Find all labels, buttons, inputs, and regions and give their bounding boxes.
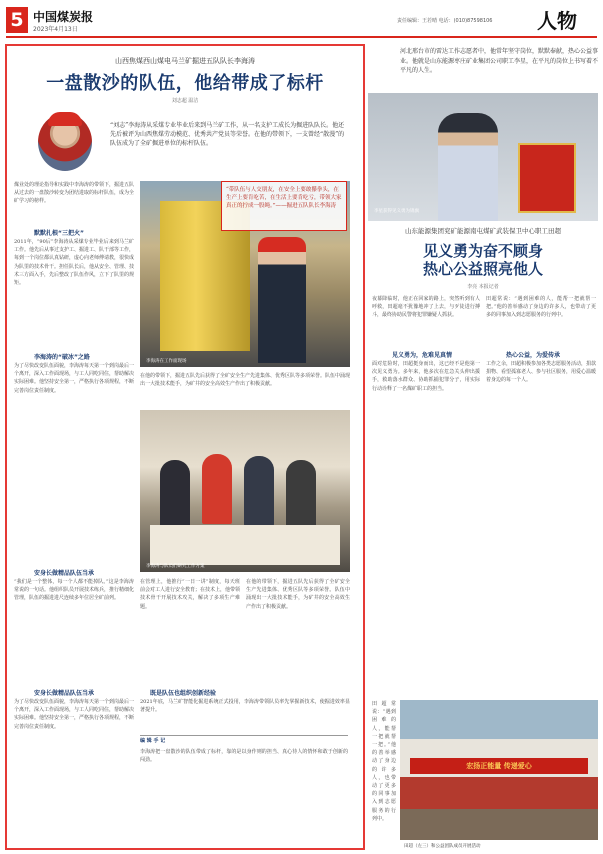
right-article-headline-1[interactable]: 见义勇为奋不顾身	[422, 242, 543, 260]
right-col1-text: 夜幕降临时，他正在回家的路上，突然听到有人呼救，田超毫不犹豫地冲了上去，与歹徒进行搏斗，最终协助民警将犯罪嫌疑人抓获。	[372, 296, 480, 319]
meeting-table	[150, 525, 340, 565]
hero-award-photo	[368, 93, 598, 221]
team-photo-caption: 田超（左三）和公益团队成员开展活动	[404, 844, 481, 849]
right-article-headline-2[interactable]: 热心公益照亮他人	[422, 260, 543, 278]
honor-banner	[518, 143, 576, 213]
award-photo-caption: 李星获得见义勇为锦旗	[374, 209, 419, 214]
right-col1b-text: 面对危险时，田超挺身而出，这已经不是他第一次见义勇为。多年来，他多次在危急关头伸出援手，救助落水群众、协助抓捕犯罪分子，用实际行动诠释了一名煤矿职工的担当。	[372, 361, 480, 392]
left-col3-text: 在管理上，他推行“一日一讲”制度，每天班前会对工人进行安全教育；在技术上，他带领技术骨干开展技术攻关，解决了多项生产难题。	[140, 579, 240, 610]
miner-figure	[258, 237, 306, 363]
team-banner: 宏扬正能量 传递爱心	[410, 758, 588, 774]
team-meeting-photo	[140, 410, 350, 572]
helmet-icon	[48, 112, 82, 126]
left-col2-text: 在他的带领下，掘进五队先后获得了全矿安全生产先进集体、优秀区队等多项荣誉。队伍中涌现出一大批技术能手，为矿井的安全高效生产作出了积极贡献。	[140, 373, 350, 388]
editor-info: 责任编辑：王若晴 电话：(010)87598106	[397, 18, 493, 24]
right-col1c-text: 田超常说：“遇到困难的人，能帮一把就帮一把。”他的善举感动了身边的许多人，也带动了更多的同事加入到志愿服务的行列中。	[372, 701, 396, 822]
officer-figure	[438, 113, 498, 221]
page-number: 5	[6, 7, 28, 33]
editor-note-text: 李海涛把一盘散沙的队伍带成了标杆，靠的是以身作则的担当、真心待人的情怀和敢于创新的闯劲。	[140, 749, 348, 764]
right-col2b-text: 工作之余，田超积极参加各类志愿服务活动，捐款捐物、看望孤寡老人、参与社区服务，用爱心温暖着身边的每一个人。	[486, 361, 596, 384]
left-article-kicker: 山西焦煤西山煤电马兰矿掘进五队队长李海涛	[115, 57, 255, 65]
right-article-kicker: 山东能源集团兖矿能源南屯煤矿武装保卫中心职工田超	[405, 227, 561, 235]
left-subhead-3-repeat: 安身长做精品队伍当承	[34, 690, 95, 697]
volunteer-team-photo	[400, 700, 598, 840]
left-col1d-text: “我们是一个整体，每一个人都不能掉队。”这是李海涛常说的一句话。他组织队员开展技术练兵，推行精细化管理，队伍的掘进进尺连续多年位居全矿前列。	[14, 579, 134, 602]
team-member	[286, 460, 316, 530]
left-subhead-3: 安身长做精品队伍当承	[34, 570, 95, 577]
left-article-headline[interactable]: 一盘散沙的队伍，他给带成了标杆	[46, 73, 324, 94]
team-member	[244, 456, 274, 526]
left-subhead-4: 既是队伍也组织创新经验	[150, 690, 217, 697]
mine-photo-caption: 李海涛在工作面现场	[146, 359, 187, 364]
right-article-lead-quote: 河北邢台市的雷达工作志愿者中，他常年坚守岗位，默默奉献，热心公益事业。他就是山东能源枣庄矿业集团公司职工李星，在平凡的岗位上书写着不平凡的人生。	[400, 48, 599, 74]
paper-date: 2023年4月13日	[33, 26, 78, 33]
masthead	[0, 0, 603, 40]
left-col3b-text: 2021年底，马兰矿智能化掘进系统正式投用，李海涛带领队员率先掌握新技术，使掘进效率显著提升。	[140, 699, 350, 714]
paper-name: 中国煤炭报	[33, 10, 94, 24]
left-col1c-text: 为了尽快改变队伍面貌，李海涛每天第一个到岗最后一个离开，深入工作面现场，与工人同吃同住，帮助解决实际困难。他坚持安全第一，严格执行各项规程，不断完善岗位责任制度。	[14, 363, 134, 394]
masthead-rule	[6, 36, 597, 38]
right-col2-text: 田超常说：“遇到困难的人，能帮一把就帮一把。”他的善举感动了身边的许多人，也带动了更多的同事加入到志愿服务的行列中。	[486, 296, 596, 319]
pull-quote: “带队伍与人交朋友，在安全上要敢攥拳头，在生产上要肯吃苦，在生活上要肯吃亏，带领大家真正的拧成一股绳。”——掘进五队队长李海涛	[221, 181, 347, 231]
section-name: 人物	[537, 9, 577, 33]
team-member	[160, 460, 190, 530]
left-subhead-1: 默默扎根“三把火”	[34, 230, 84, 237]
meeting-photo-caption: 李海涛与队员们研究工作方案	[146, 564, 205, 569]
left-article-intro: “刘志”李海涛从采煤专业毕业后来到马兰矿工作，从一名支护工成长为掘进队队长。他还先后被评为山西焦煤劳动模范、优秀共产党员等荣誉。在他的带领下，一支曾经“散漫”的队伍成为了全矿掘进单位的标杆队伍。	[110, 122, 345, 147]
right-subhead-2: 热心公益，为爱传承	[506, 352, 561, 359]
right-subhead-1: 见义勇为，危难见真情	[392, 352, 453, 359]
right-article-byline: 李亮 本报记者	[467, 284, 499, 290]
left-article-byline: 刘志超 温洁	[171, 98, 199, 104]
left-col1e-text: 为了尽快改变队伍面貌，李海涛每天第一个到岗最后一个离开，深入工作面现场，与工人同吃同住，帮助解决实际困难。他坚持安全第一，严格执行各项规程，不断完善岗位责任制度。	[14, 699, 134, 730]
editor-note-label: 编 辑 手 记	[140, 738, 166, 744]
left-col1b-text: 2011年，“90后”李海涛从采煤专业毕业后来到马兰矿工作。他先后从事过支护工、掘进工、队干部等工作，每到一个岗位都认真钻研，虚心向老师傅请教，很快成为队里的技术骨干。担任队长后，他从安全、管理、技术三方面入手，先后整改了队伍作风，立下了队里的规矩。	[14, 239, 134, 287]
team-member	[202, 454, 232, 524]
left-subhead-2: 李海涛的“破冰”之路	[34, 354, 90, 361]
left-col4-text: 在他的带领下，掘进五队先后获得了全矿安全生产先进集体、优秀区队等多项荣誉。队伍中涌现出一大批技术能手，为矿井的安全高效生产作出了积极贡献。	[246, 579, 350, 610]
left-col1-text: 煤业处的理论指导和实践中李海涛的带领下，掘进五队从过去的一盘散沙转变为团结进取的标杆队伍，成为全矿学习的榜样。	[14, 182, 134, 205]
